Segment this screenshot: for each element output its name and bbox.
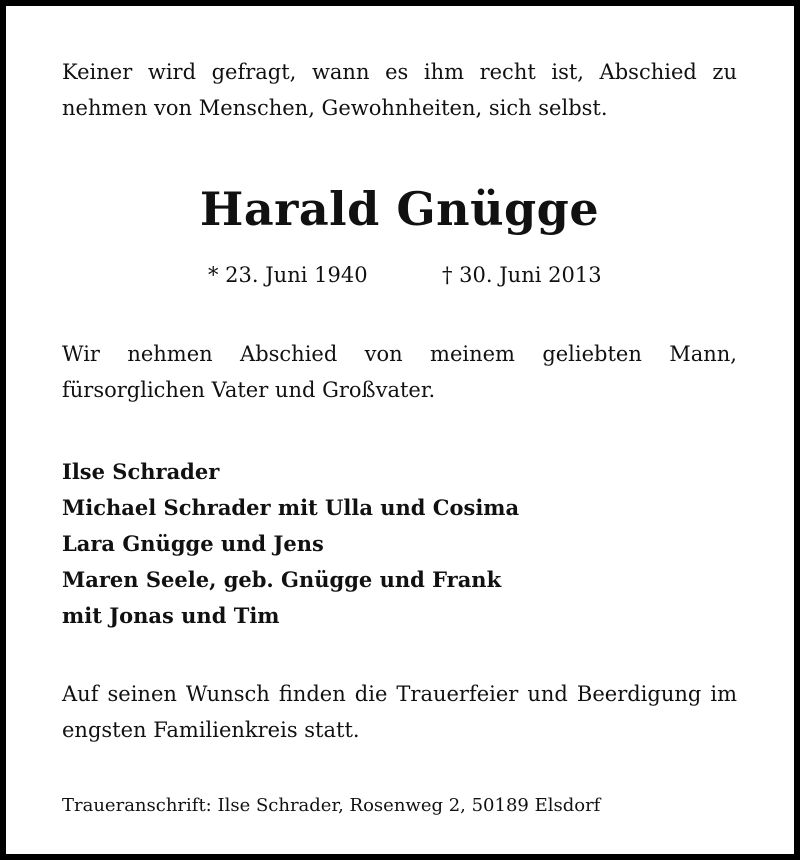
- mourner-line: Ilse Schrader: [62, 459, 220, 484]
- funeral-notice: Auf seinen Wunsch finden die Trauerfeier und Beerdigung im engsten Familienkreis statt.: [62, 682, 737, 742]
- death-date: † 30. Juni 2013: [442, 263, 602, 287]
- mourner-line: mit Jonas und Tim: [62, 603, 280, 628]
- life-dates: [62, 258, 737, 292]
- deceased-name: Harald Gnügge: [199, 182, 600, 236]
- mourner-line: Lara Gnügge und Jens: [62, 531, 324, 556]
- mourner-line: Michael Schrader mit Ulla und Cosima: [62, 495, 520, 520]
- motto-text: Keiner wird gefragt, wann es ihm recht ist, Abschied zu nehmen von Menschen, Gewohnheiten, sich selbst.: [62, 60, 737, 120]
- birth-date: * 23. Juni 1940: [208, 263, 368, 287]
- mourners-list: [62, 454, 737, 634]
- mourner-line: Maren Seele, geb. Gnügge und Frank: [62, 567, 502, 592]
- farewell-statement: Wir nehmen Abschied von meinem geliebten Mann, fürsorglichen Vater und Großvater.: [62, 342, 737, 402]
- mourning-address: Traueranschrift: Ilse Schrader, Rosenweg 2, 50189 Elsdorf: [62, 795, 601, 816]
